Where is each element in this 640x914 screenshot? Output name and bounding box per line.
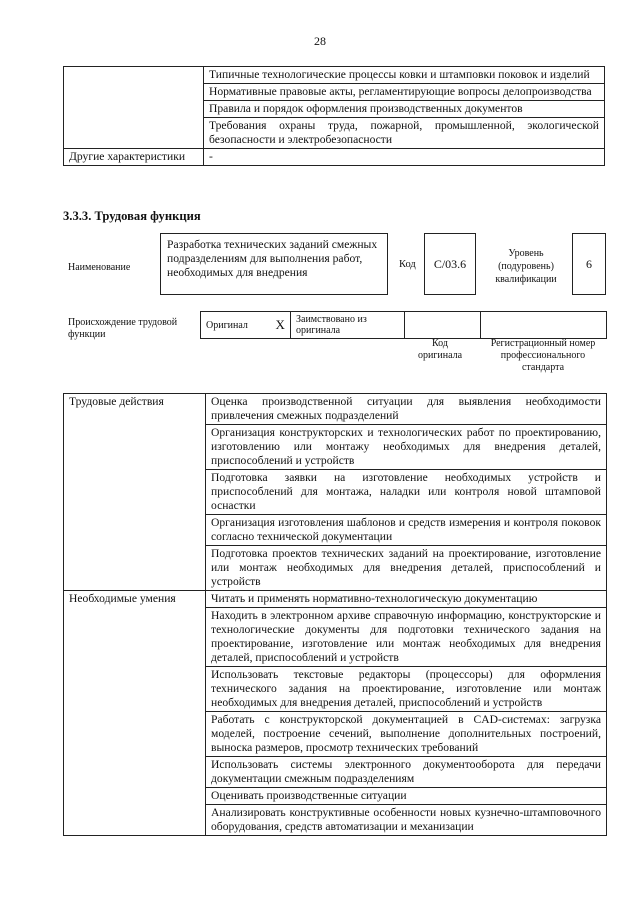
labor-actions-label: Трудовые действия (64, 394, 206, 425)
origin-borrowed: Заимствовано из оригинала (291, 312, 405, 339)
reg-number-caption: Регистрационный номер профессионального стандарта (490, 338, 596, 373)
knowledge-item: Требования охраны труда, пожарной, промышленной, экологической безопасности и электробезопасности (204, 118, 605, 149)
labor-action-item: Организация конструкторских и технологических работ по проектированию, изготовлению или монтажу необходимых для внедрения деталей, приспособлений и устройств (206, 425, 607, 470)
page-number: 28 (314, 34, 326, 48)
labor-action-item: Подготовка заявки на изготовление необходимых устройств и приспособлений для монтажа, наладки или контроля новой штамповой оснастки (206, 470, 607, 515)
origin-table (200, 311, 607, 339)
code-label: Код (399, 259, 416, 270)
code-value: С/03.6 (424, 233, 476, 295)
code-original-caption: Код оригинала (417, 338, 463, 361)
labor-action-item: Подготовка проектов технических заданий на проектирование, изготовление или монтаж необходимых для внедрения деталей, приспособлений и устройств (206, 546, 607, 591)
labor-action-item: Организация изготовления шаблонов и средств измерения и контроля поковок согласно технической документации (206, 515, 607, 546)
reg-number-cell (481, 312, 607, 339)
origin-label: Происхождение трудовой функции (68, 317, 178, 340)
other-characteristics-label: Другие характеристики (64, 149, 204, 166)
code-original-cell (405, 312, 481, 339)
knowledge-item: Правила и порядок оформления производственных документов (204, 101, 605, 118)
skill-item: Оценивать производственные ситуации (206, 788, 607, 805)
origin-original: Оригинал (201, 312, 271, 339)
level-label: Уровень (подуровень) квалификации (495, 248, 557, 285)
skill-item: Использовать текстовые редакторы (процессоры) для оформления технического задания на проектирование, изготовление или монтаж необходимых для внедрения деталей, приспособлений и устройств (206, 667, 607, 712)
skill-item: Анализировать конструктивные особенности новых кузнечно-штамповочного оборудования, средств автоматизации и механизации (206, 805, 607, 836)
skill-item: Использовать системы электронного документооборота для передачи документации смежным подразделениям (206, 757, 607, 788)
origin-mark: X (271, 312, 291, 339)
skill-item: Читать и применять нормативно-технологическую документацию (206, 591, 607, 608)
skills-label: Необходимые умения (64, 591, 206, 608)
level-value: 6 (572, 233, 606, 295)
function-name: Разработка технических заданий смежных подразделениям для выполнения работ, необходимых для внедрения (160, 233, 388, 295)
skill-item: Находить в электронном архиве справочную информацию, конструкторские и технологические документы для подготовки технического задания на проектирование, изготовление или монтаж необходимых для внедрения деталей, приспособлений и устройств (206, 608, 607, 667)
knowledge-item: Нормативные правовые акты, регламентирующие вопросы делопроизводства (204, 84, 605, 101)
knowledge-item: Типичные технологические процессы ковки и штамповки поковок и изделий (204, 67, 605, 84)
skill-item: Работать с конструкторской документацией в CAD-системах: загрузка моделей, построение сечений, выполнение дополнительных построений, выноска размеров, просмотр технических требований (206, 712, 607, 757)
labor-action-item: Оценка производственной ситуации для выявления необходимости привлечения смежных подразделений (206, 394, 607, 425)
knowledge-table (63, 66, 605, 166)
other-characteristics-value: - (204, 149, 605, 166)
name-label: Наименование (68, 262, 131, 273)
section-heading: 3.3.3. Трудовая функция (63, 209, 201, 223)
labor-table (63, 393, 607, 836)
